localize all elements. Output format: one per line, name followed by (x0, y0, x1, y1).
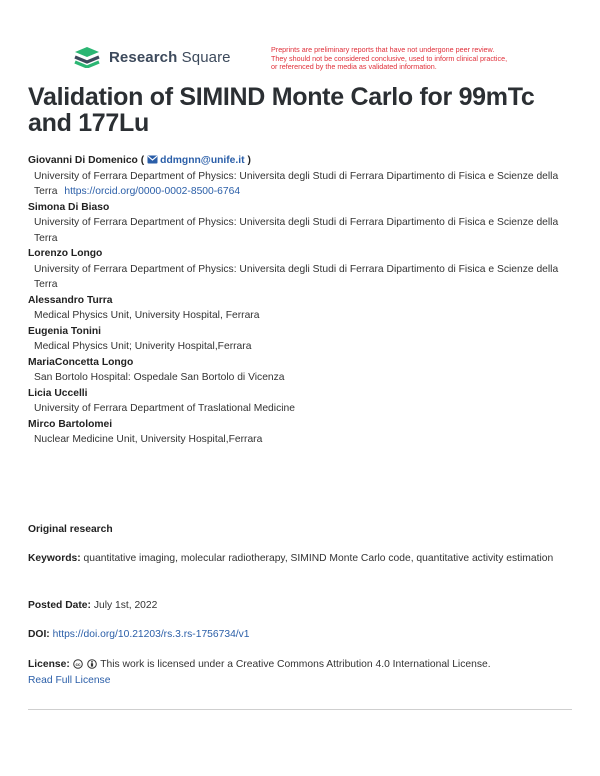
article-type: Original research (28, 524, 113, 535)
mail-icon (147, 155, 158, 164)
keywords-label: Keywords: (28, 553, 81, 564)
author-entry (28, 200, 568, 247)
author-affiliation: University of Ferrara Department of Physics: Universita degli Studi di Ferrara Dipartimento di Fisica e Scienze della Terra (34, 263, 559, 290)
author-entry (28, 246, 568, 293)
author-name: Mirco Bartolomei (28, 418, 113, 430)
doi (28, 627, 568, 643)
author-entry (28, 386, 568, 417)
keywords (28, 551, 568, 567)
author-affiliation: University of Ferrara Department of Traslational Medicine (34, 403, 295, 414)
author-email-link[interactable]: ddmgnn@unife.it (160, 155, 245, 166)
research-square-logo[interactable] (73, 46, 231, 68)
attribution-icon (87, 659, 97, 669)
license-text: This work is licensed under a Creative Commons Attribution 4.0 International License. (100, 659, 491, 670)
doi-link[interactable]: https://doi.org/10.21203/rs.3.rs-1756734/v1 (52, 629, 250, 640)
orcid-link[interactable]: https://orcid.org/0000-0002-8500-6764 (64, 186, 241, 197)
author-name: Alessandro Turra (28, 294, 113, 306)
logo-wordmark: Research Square (109, 48, 231, 66)
svg-text:cc: cc (75, 662, 81, 667)
doi-label: DOI: (28, 629, 50, 640)
author-list (28, 153, 568, 448)
paper-title: Validation of SIMIND Monte Carlo for 99mTc and 177Lu (28, 83, 535, 137)
read-full-license-link[interactable]: Read Full License (28, 675, 111, 686)
posted-date-label: Posted Date: (28, 600, 91, 611)
author-affiliation: Nuclear Medicine Unit, University Hospital,Ferrara (34, 434, 263, 445)
author-affiliation: University of Ferrara Department of Physics: Universita degli Studi di Ferrara Dipartimento di Fisica e Scienze della Terra (34, 217, 559, 244)
creative-commons-icon (73, 659, 83, 669)
author-affiliation: San Bortolo Hospital: Ospedale San Bortolo di Vicenza (34, 372, 285, 383)
author-entry (28, 293, 568, 324)
license-label: License: (28, 659, 70, 670)
keywords-value: quantitative imaging, molecular radiotherapy, SIMIND Monte Carlo code, quantitative activity estimation (83, 553, 554, 564)
research-square-logo-icon (73, 46, 103, 68)
author-affiliation: Medical Physics Unit, University Hospital, Ferrara (34, 310, 260, 321)
posted-date (28, 598, 568, 614)
author-affiliation: Medical Physics Unit; Univerity Hospital,Ferrara (34, 341, 252, 352)
preprint-disclaimer: Preprints are preliminary reports that have not undergone peer review. They should not be considered conclusive, used to inform clinical practice, or referenced by the media as validated information. (271, 45, 508, 71)
author-entry: Giovanni Di Domenico ( ddmgnn@unife.it ) University of Ferrara Department of Physics: Universita degli Studi di Ferrara Dipartimento di Fisica e Scienze della Terra https://orcid.org/0000-0002-8500-6764 (28, 153, 568, 200)
author-name: Lorenzo Longo (28, 248, 103, 259)
author-entry (28, 324, 568, 355)
posted-date-value: July 1st, 2022 (93, 600, 158, 611)
author-name: Simona Di Biaso (28, 201, 110, 213)
divider (28, 709, 572, 710)
author-name: MariaConcetta Longo (28, 356, 134, 368)
author-name: Giovanni Di Domenico (28, 155, 138, 166)
header (73, 46, 543, 76)
author-affiliation: University of Ferrara Department of Physics: Universita degli Studi di Ferrara Dipartimento di Fisica e Scienze della Terra https://orcid.org/0000-0002-8500-6764 (34, 170, 559, 197)
author-entry (28, 355, 568, 386)
author-name: Eugenia Tonini (28, 325, 102, 337)
license (28, 657, 568, 689)
author-name: Licia Uccelli (28, 387, 88, 399)
author-entry (28, 417, 568, 448)
